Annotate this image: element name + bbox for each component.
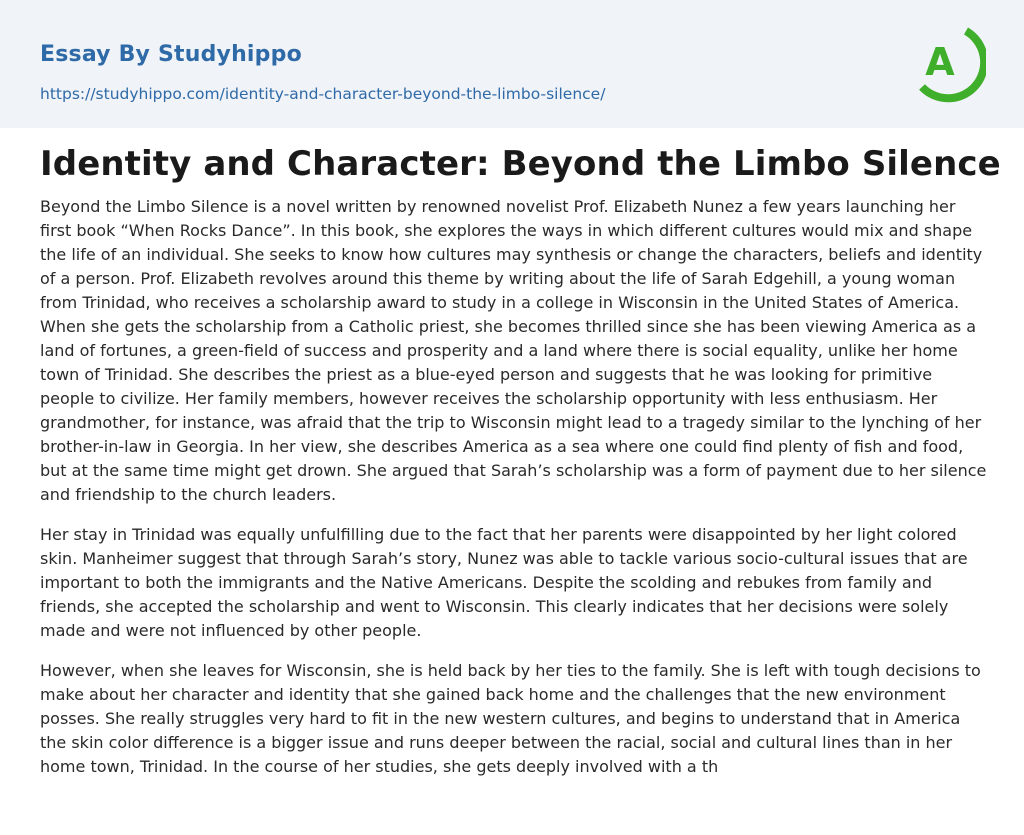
paragraph: Her stay in Trinidad was equally unfulfilling due to the fact that her parents were disappointed by her light colored skin. Manheimer suggest that through Sarah’s story, Nunez was able to tackle various socio-cultural issues that are important to both the immigrants and the Native Americans. Despite the scolding and rebukes from family and friends, she accepted the scholarship and went to Wisconsin. This clearly indicates that her decisions were solely made and were not influenced by other people. bbox=[40, 525, 968, 640]
site-header bbox=[0, 0, 1024, 128]
source-url-link[interactable]: https://studyhippo.com/identity-and-character-beyond-the-limbo-silence/ bbox=[40, 85, 606, 103]
paragraph: However, when she leaves for Wisconsin, she is held back by her ties to the family. She is left with tough decisions to make about her character and identity that she gained back home and the challenges that the new environment posses. She really struggles very hard to fit in the new western cultures, and begins to understand that in America the skin color difference is a bigger issue and runs deeper between the racial, social and cultural lines than in her home town, Trinidad. In the course of her studies, she gets deeply involved with a th bbox=[40, 661, 981, 776]
brand-name[interactable]: Essay By Studyhippo bbox=[40, 42, 302, 67]
studyhippo-logo-icon[interactable] bbox=[912, 19, 986, 105]
page-title: Identity and Character: Beyond the Limbo Silence bbox=[40, 144, 1001, 184]
paragraph: Beyond the Limbo Silence is a novel written by renowned novelist Prof. Elizabeth Nunez a few years launching her first book “When Rocks Dance”. In this book, she explores the ways in which different cultures would mix and shape the life of an individual. She seeks to know how cultures may synthesis or change the characters, beliefs and identity of a person. Prof. Elizabeth revolves around this theme by writing about the life of Sarah Edgehill, a young woman from Trinidad, who receives a scholarship award to study in a college in Wisconsin in the United States of America. When she gets the scholarship from a Catholic priest, she becomes thrilled since she has been viewing America as a land of fortunes, a green-field of success and prosperity and a land where there is social equality, unlike her home town of Trinidad. She describes the priest as a blue-eyed person and suggests that he was looking for primitive people to civilize. Her family members, however receives the scholarship opportunity with less enthusiasm. Her grandmother, for instance, was afraid that the trip to Wisconsin might lead to a tragedy similar to the lynching of her brother-in-law in Georgia. In her view, she describes America as a sea where one could find plenty of fish and food, but at the same time might get drown. She argued that Sarah’s scholarship was a form of payment due to her silence and friendship to the church leaders. bbox=[40, 197, 987, 504]
logo-letter: A bbox=[925, 40, 955, 84]
article-body bbox=[40, 195, 988, 795]
